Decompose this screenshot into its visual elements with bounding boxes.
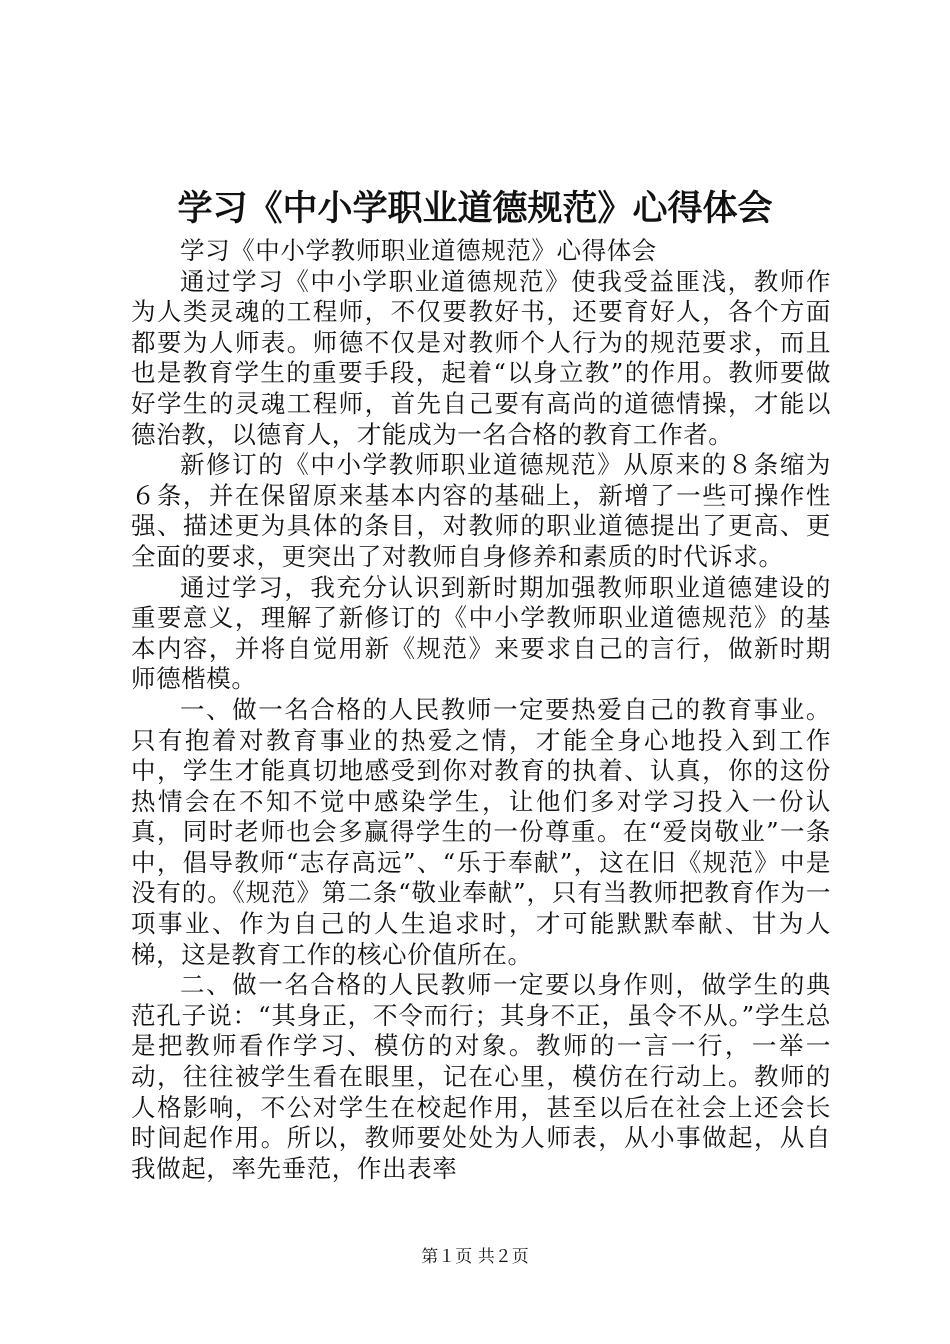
- subtitle-paragraph: 学习《中小学教师职业道德规范》心得体会: [180, 236, 657, 265]
- body-paragraph: 通过学习《中小学职业道德规范》使我受益匪浅，教师作为人类灵魂的工程师，不仅要教好书，还要育好人，各个方面都要为人师表。师德不仅是对教师个人行为的规范要求，而且也是教育学生的重要手段，起着“以身立教”的作用。教师要做好学生的灵魂工程师，首先自己要有高尚的道德情操，才能以德治教，以德育人，才能成为一名合格的教育工作者。: [131, 266, 831, 449]
- body-paragraph: 新修订的《中小学教师职业道德规范》从原来的８条缩为６条，并在保留原来基本内容的基础上，新增了一些可操作性强、描述更为具体的条目，对教师的职业道德提出了更高、更全面的要求，更突出了对教师自身修养和素质的时代诉求。: [131, 450, 831, 571]
- page-footer: 第１页 共２页: [421, 1247, 529, 1267]
- body-paragraph: 一、做一名合格的人民教师一定要热爱自己的教育事业。只有抱着对教育事业的热爱之情，才能全身心地投入到工作中，学生才能真切地感受到你对教育的执着、认真，你的这份热情会在不知不觉中感染学生，让他们多对学习投入一份认真，同时老师也会多赢得学生的一份尊重。在“爱岗敬业”一条中，倡导教师“志存高远”、“乐于奉献”，这在旧《规范》中是没有的。《规范》第二条“敬业奉献”，只有当教师把教育作为一项事业、作为自己的人生追求时，才可能默默奉献、甘为人梯，这是教育工作的核心价值所在。: [131, 694, 831, 969]
- document-title: 学习《中小学职业道德规范》心得体会: [177, 188, 773, 229]
- document-body: [131, 236, 831, 1184]
- body-paragraph: 二、做一名合格的人民教师一定要以身作则，做学生的典范孔子说：“其身正，不令而行；其身不正，虽令不从。”学生总是把教师看作学习、模仿的对象。教师的一言一行，一举一动，往往被学生看在眼里，记在心里，模仿在行动上。教师的人格影响，不公对学生在校起作用，甚至以后在社会上还会长时间起作用。所以，教师要处处为人师表，从小事做起，从自我做起，率先垂范，作出表率: [131, 970, 831, 1183]
- body-paragraph: 通过学习，我充分认识到新时期加强教师职业道德建设的重要意义，理解了新修订的《中小学教师职业道德规范》的基本内容，并将自觉用新《规范》来要求自己的言行，做新时期师德楷模。: [131, 572, 831, 694]
